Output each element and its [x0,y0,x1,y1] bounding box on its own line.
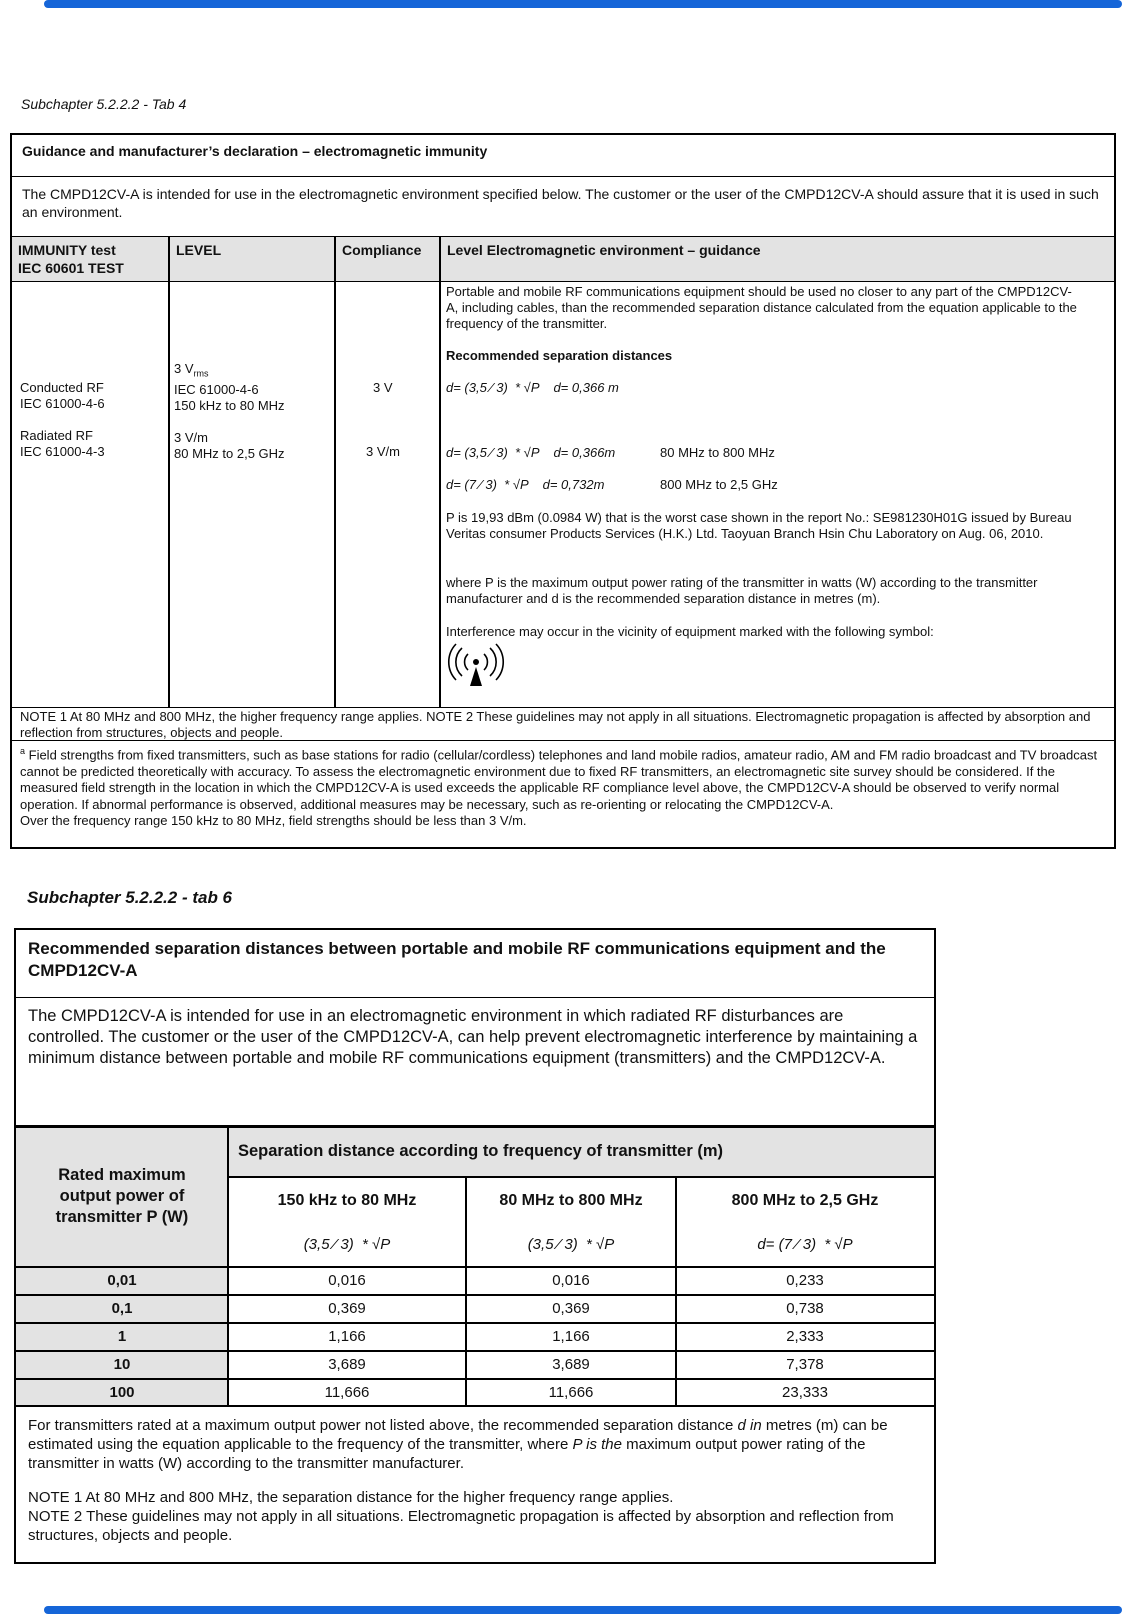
grid-line [228,1176,934,1178]
radio-transmitter-icon [446,643,506,693]
conducted-compliance: 3 V [373,380,393,395]
immunity-note-1: NOTE 1 At 80 MHz and 800 MHz, the higher frequency range applies. NOTE 2 These guidelines may not apply in all situations. Electromagnetic propagation is affected by absorption and reflection from structures, objects and people. [12,707,1114,741]
row-value: 0,369 [552,1299,590,1317]
radiated-rf-level [174,430,285,462]
row-value: 11,666 [548,1383,594,1401]
conducted-rf-name: Conducted RF [20,380,104,395]
row-power: 100 [109,1383,135,1401]
radiated-rf-std: IEC 61000-4-3 [20,444,105,459]
col-header-range-1: 150 kHz to 80 MHz [277,1192,417,1209]
conducted-level-value: 3 V [174,361,194,376]
separation-note-2: NOTE 2 These guidelines may not apply in all situations. Electromagnetic propagation is affected by absorption and reflection from structures, objects and people. [28,1508,894,1544]
equation-radiated-low-range: 80 MHz to 800 MHz [660,445,775,460]
row-value: 0,233 [786,1271,824,1289]
equation-conducted: d= (3,5 ⁄ 3) * √P d= 0,366 m [446,380,619,395]
header-compliance: Compliance [342,242,422,258]
header-level: LEVEL [176,242,222,258]
separation-table [14,928,936,1564]
header-immunity-test-line1: IMMUNITY test [18,242,116,258]
row-value: 11,666 [324,1383,370,1401]
separation-table-title: Recommended separation distances between portable and mobile RF communications equipment and the CMPD12CV-A [16,930,934,998]
rated-power-header: Rated maximum output power of transmitter P (W) [55,1165,189,1226]
immunity-table-body [12,281,1114,708]
subchapter-tab4-label: Subchapter 5.2.2.2 - Tab 4 [21,96,187,112]
footnote-d: d in [737,1417,762,1434]
separation-table-intro: The CMPD12CV-A is intended for use in an electromagnetic environment in which radiated RF disturbances are controlled. The customer or the user of the CMPD12CV-A, can help prevent electromagnetic interference by maintaining a minimum distance between portable and mobile RF communications equipment (transmitters) and the CMPD12CV-A. [16,998,934,1126]
where-paragraph: where P is the maximum output power rating of the transmitter in watts (W) according to the transmitter manufacturer and d is the recommended separation distance in metres (m). [446,575,1038,606]
row-power: 10 [113,1355,131,1373]
col-header-range-2: 80 MHz to 800 MHz [499,1192,643,1209]
conducted-level-range: 150 kHz to 80 MHz [174,397,285,413]
separation-note-1: NOTE 1 At 80 MHz and 800 MHz, the separation distance for the higher frequency range applies. [28,1489,674,1506]
radiated-rf-test [20,428,105,460]
immunity-table [10,133,1116,849]
row-value: 0,016 [552,1271,590,1289]
conducted-level-std: IEC 61000-4-6 [174,381,259,397]
radiated-rf-name: Radiated RF [20,428,93,443]
immunity-table-intro: The CMPD12CV-A is intended for use in the electromagnetic environment specified below. The customer or the user of the CMPD12CV-A should assure that it is used in such an environment. [12,177,1114,237]
col-header-range-3: 800 MHz to 2,5 GHz [731,1192,879,1209]
footnote-part-a: For transmitters rated at a maximum output power not listed above, the recommended separation distance [28,1417,738,1434]
row-value: 3,689 [552,1355,590,1373]
row-value: 7,378 [786,1355,824,1373]
grid-line [16,1126,934,1128]
immunity-note-b-text: Over the frequency range 150 kHz to 80 MHz, field strengths should be less than 3 V/m. [20,813,527,829]
row-value: 0,738 [786,1299,824,1317]
radiated-level-range: 80 MHz to 2,5 GHz [174,446,285,461]
footnote-part-c: maximum output power rating of the transmitter in watts (W) according to the transmitter manufacturer. [28,1436,866,1472]
equation-radiated-high-range: 800 MHz to 2,5 GHz [660,477,778,492]
footnote-marker: a [20,746,26,756]
immunity-table-title: Guidance and manufacturer’s declaration – electromagnetic immunity [12,135,1114,177]
separation-footnote [16,1406,934,1555]
power-info-paragraph: P is 19,93 dBm (0.0984 W) that is the worst case shown in the report No.: SE981230H01G issued by Bureau Veritas consumer Products Services (H.K.) Ltd. Taoyuan Branch Hsin Chu Laboratory on Aug. 06, 2010. [446,510,1072,541]
rms-subscript: rms [193,368,209,379]
row-value: 23,333 [782,1383,828,1401]
row-value: 1,166 [328,1327,366,1345]
immunity-note-a [12,741,1114,832]
row-value: 1,166 [552,1327,590,1345]
conducted-rf-std: IEC 61000-4-6 [20,396,105,411]
row-value: 0,016 [328,1271,366,1289]
col-formula-1: (3,5 ⁄ 3) * √P [303,1235,391,1253]
top-accent-bar [44,0,1122,8]
radiated-level-value: 3 V/m [174,430,208,445]
separation-grid [16,1126,934,1406]
guidance-paragraph: Portable and mobile RF communications equipment should be used no closer to any part of the CMPD12CV-A, including cables, than the recommended separation distance calculated from the equation applicable to the frequency of the transmitter. [446,284,1077,331]
radiated-compliance: 3 V/m [366,444,400,459]
row-power: 0,1 [111,1299,133,1317]
conducted-rf-test [20,380,105,412]
header-immunity-test [12,237,170,281]
subchapter-tab6-label: Subchapter 5.2.2.2 - tab 6 [27,888,233,907]
row-power: 0,01 [107,1271,137,1289]
separation-header: Separation distance according to frequency of transmitter (m) [238,1141,724,1160]
col-formula-2: (3,5 ⁄ 3) * √P [527,1235,615,1253]
immunity-table-header [12,237,1114,282]
conducted-rf-level [174,361,285,414]
row-power: 1 [117,1327,127,1345]
equation-radiated-high: d= (7 ⁄ 3) * √P d= 0,732m [446,477,605,492]
recommended-distances-title: Recommended separation distances [446,348,673,363]
equation-radiated-low: d= (3,5 ⁄ 3) * √P d= 0,366m [446,445,616,460]
interference-paragraph: Interference may occur in the vicinity of equipment marked with the following symbol: [446,624,934,639]
header-guidance: Level Electromagnetic environment – guidance [447,242,761,258]
row-value: 2,333 [786,1327,824,1345]
footnote-p: P is the [572,1436,622,1453]
row-value: 3,689 [328,1355,366,1373]
row-value: 0,369 [328,1299,366,1317]
header-immunity-test-line2: IEC 60601 TEST [18,260,124,276]
immunity-note-a-text: Field strengths from fixed transmitters, such as base stations for radio (cellular/cordless) telephones and land mobile radios, amateur radio, AM and FM radio broadcast and TV broadcast cannot be predicted theoretically with accuracy. To assess the electromagnetic environment due to fixed RF transmitters, an electromagnetic site survey should be considered. If the measured field strength in the location in which the CMPD12CV-A is used exceeds the applicable RF compliance level above, the CMPD12CV-A should be observed to verify normal operation. If abnormal performance is observed, additional measures may be necessary, such as re-orienting or relocating the CMPD12CV-A. [20,747,1098,812]
col-formula-3: d= (7 ⁄ 3) * √P [757,1235,853,1253]
footnote-part-b: metres (m) can be estimated using the equation applicable to the frequency of the transmitter, where [28,1417,888,1453]
